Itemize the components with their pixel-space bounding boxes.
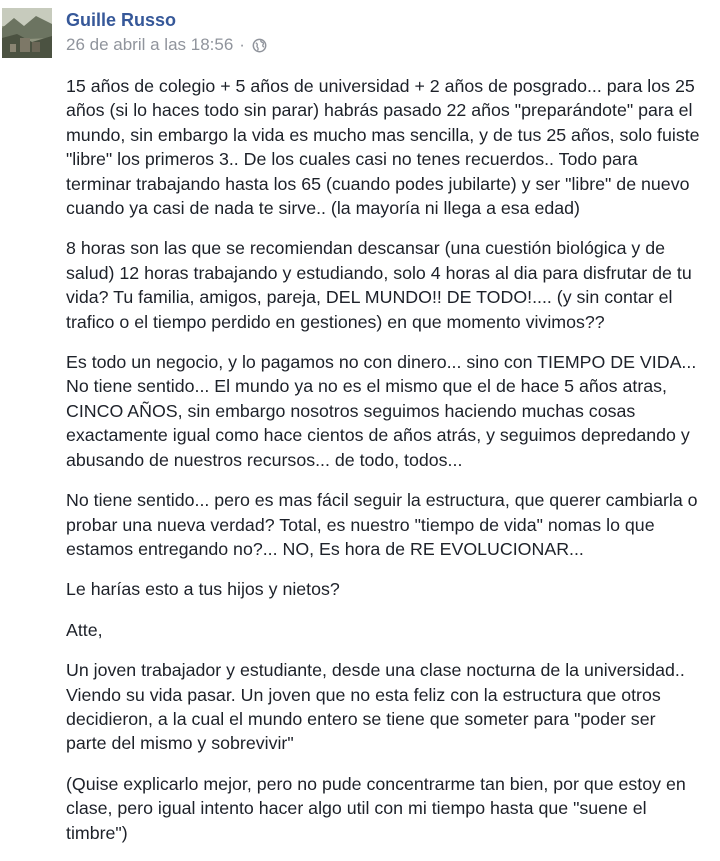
post-paragraph: 8 horas son las que se recomiendan descansar (una cuestión biológica y de salud) 12 horas trabajando y estudiando, solo 4 horas al dia para disfrutar de tu vida? Tu familia, amigos, pareja, DEL MUNDO!! DE TODO!.... (y sin contar el trafico o el tiempo perdido en gestiones) en que momento vivimos?? bbox=[66, 238, 692, 332]
post-paragraph: Le harías esto a tus hijos y nietos? bbox=[66, 579, 340, 600]
author-name[interactable]: Guille Russo bbox=[66, 10, 177, 30]
post-timestamp[interactable]: 26 de abril a las 18:56 bbox=[66, 35, 234, 54]
avatar[interactable] bbox=[2, 8, 52, 58]
post-paragraph: (Quise explicarlo mejor, pero no pude concentrarme tan bien, por que estoy en clase, pero igual intento hacer algo util con mi tiempo hasta que "suene el timbre") bbox=[66, 773, 686, 843]
meta-separator: · bbox=[239, 35, 245, 54]
post-paragraph: 15 años de colegio + 5 años de universidad + 2 años de posgrado... para los 25 años (si lo haces todo sin parar) habrás pasado 22 años "preparándote" para el mundo, sin embargo la vida es mucho mas sencilla, y de tus 25 años, solo fuiste "libre" los primeros 3.. De los cuales casi no tenes recuerdos.. Todo para terminar trabajando hasta los 65 (cuando podes jubilarte) y ser "libre" de nuevo cuando ya casi de nada te sirve.. (la mayoría ni llega a esa edad) bbox=[66, 76, 700, 219]
post-paragraph: Un joven trabajador y estudiante, desde una clase nocturna de la universidad.. Viendo su vida pasar. Un joven que no esta feliz con la estructura que otros decidieron, a la cual el mundo entero se tiene que someter para "poder ser parte del mismo y sobrevivir" bbox=[66, 660, 685, 754]
post-paragraph: Es todo un negocio, y lo pagamos no con dinero... sino con TIEMPO DE VIDA... No tiene sentido... El mundo ya no es el mismo que el de hace 5 años atras, CINCO AÑOS, sin embargo nosotros seguimos haciendo muchas cosas exactamente igual como hace cientos de años atrás, y seguimos depredando y abusando de nuestros recursos... de todo, todos... bbox=[66, 352, 697, 470]
post-paragraph: No tiene sentido... pero es mas fácil seguir la estructura, que querer cambiarla o probar una nueva verdad? Total, es nuestro "tiempo de vida" nomas lo que estamos entregando no?... NO, Es hora de RE EVOLUCIONAR... bbox=[66, 490, 698, 559]
post-body bbox=[66, 74, 716, 861]
post-meta bbox=[66, 34, 267, 56]
globe-icon[interactable] bbox=[252, 38, 267, 53]
post-header bbox=[0, 0, 720, 62]
avatar-image bbox=[2, 8, 52, 58]
post-paragraph: Atte, bbox=[66, 619, 103, 640]
